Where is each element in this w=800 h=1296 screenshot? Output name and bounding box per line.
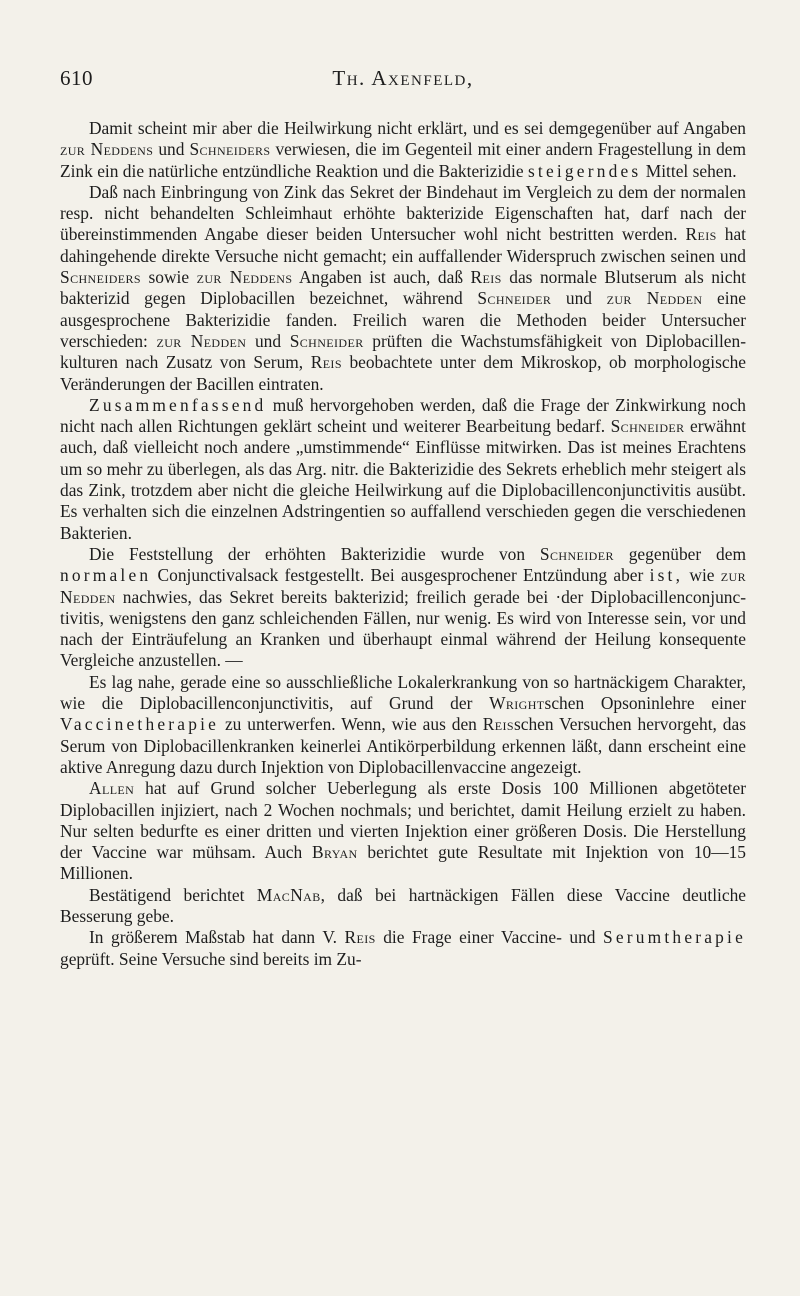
text-run: schen Opsoninlehre einer: [544, 693, 746, 714]
author-name: Reis: [685, 224, 717, 245]
page-number: 610: [60, 66, 93, 90]
running-head: Th. Axenfeld,: [332, 66, 474, 90]
paragraph: [60, 672, 746, 778]
text-run: gegenüber dem: [613, 543, 746, 564]
text-run: zu unterwerfen. Wenn, wie aus den: [219, 714, 483, 735]
text-run: geprüft. Seine Versuche sind bereits im Zu-: [60, 948, 362, 969]
paragraph: [60, 544, 746, 672]
author-name: Bryan: [312, 842, 358, 863]
author-name: Schneider: [477, 288, 552, 309]
author-name: zur Nedden: [606, 288, 703, 309]
text-run: Angaben ist auch, daß: [292, 267, 471, 288]
text-run: , daß bei hartnäckigen Fällen diese Vaccine deutliche Besserung gebe.: [60, 884, 746, 926]
text-run: hat dahingehende direkte Versuche nicht gemacht; ein auffallender Widerspruch zwischen seinen und: [60, 224, 747, 266]
emphasized-text: ist,: [649, 565, 684, 586]
emphasized-text: Serumtherapie: [602, 927, 746, 948]
text-run: Conjunctivalsack festgestellt. Bei ausgesprochener Entzündung aber: [151, 565, 650, 586]
paragraph: [60, 182, 746, 395]
author-name: Schneider: [289, 330, 364, 351]
text-run: eine ausgesprochene Bakterizidie fanden. Freilich waren die Methoden beider Untersucher verschieden:: [60, 288, 747, 351]
emphasized-text: steigerndes: [527, 160, 642, 181]
text-run: erwähnt auch, daß vielleicht noch andere „umstimmende“ Einflüsse mitwirken. Das ist meines Erachtens um so mehr zu überlegen, als das Arg. nitr. die Bakterizidie des Sekrets erheblich mehr steigert als das Zink, trotzdem aber nicht die gleiche Heilwirkung auf die Diplobacillenconjunctivitis ausübt. Es verhalten sich die einzelnen Adstringentien so auffallend verschieden gegen die verschiedenen Bakterien.: [60, 416, 747, 543]
author-name: zur Neddens: [60, 139, 154, 160]
text-run: hat auf Grund solcher Ueberlegung als erste Dosis 100 Millionen abgetöteter Diplobacillen injiziert, nach 2 Wochen nochmals; und berichtet, damit Heilung erzielt zu haben. Nur selten bedurfte es einer dritten und vierten Injektion einer größeren Dosis. Die Herstellung der Vaccine war mühsam. Auch: [60, 778, 746, 863]
text-run: Daß nach Einbringung von Zink das Sekret der Bindehaut im Vergleich zu dem der normalen resp. nicht behandelten Schleimhaut erhöhte bakterizide Eigenschaften hat, darf nach der übereinstimmenden Angabe dieser beiden Untersucher wohl nicht bestritten werden.: [60, 181, 746, 245]
author-name: MacNab: [256, 884, 321, 905]
text-run: beobachtete unter dem Mikroskop, ob morphologische Veränderungen der Bacillen eintraten.: [60, 352, 747, 394]
paragraph: [60, 395, 746, 544]
emphasized-text: Zusammenfassend: [89, 394, 267, 415]
text-run: muß hervorgehoben werden, daß die Frage der Zinkwirkung noch nicht nach allen Richtungen geklärt scheint und weiterer Bearbeitung bedarf.: [60, 394, 746, 437]
author-name: Reis: [482, 714, 514, 735]
emphasized-text: Vaccinetherapie: [60, 714, 220, 735]
author-name: Schneiders: [60, 267, 142, 288]
text-run: In größerem Maßstab hat dann V.: [89, 927, 345, 948]
text-run: schen Versuchen hervorgeht, das Serum von Diplobacillenkranken keinerlei Antikörperbildung erkennen läßt, dann erscheint eine aktive Anregung dazu durch Injektion von Diplobacillenvaccine angezeigt.: [60, 714, 746, 777]
text-run: nachwies, das Sekret bereits bakterizid; freilich gerade bei ·der Diplobacillenconjunctivitis, wenigstens den ganz schleichenden Fällen, nur wenig. Es wird von Interesse sein, vor und nach der Einträufelung an Kranken und überhaupt einmal während der Heilung konsequente Vergleiche anzustellen. —: [60, 586, 746, 671]
text-run: und: [153, 139, 190, 160]
text-run: Die Feststellung der erhöhten Bakterizidie wurde von: [89, 543, 540, 564]
author-name: zur Nedden: [60, 565, 746, 607]
author-name: zur Nedden: [156, 330, 247, 351]
text-run: berichtet gute Resultate mit Injektion von 10—15 Millionen.: [60, 842, 746, 884]
emphasized-text: normalen: [60, 565, 152, 586]
body-text: [60, 118, 746, 970]
text-run: wie: [683, 565, 721, 586]
author-name: Schneider: [610, 416, 685, 437]
author-name: Reis: [470, 267, 502, 288]
text-run: Es lag nahe, gerade eine so ausschließliche Lokalerkrankung von so hartnäckigem Charakter, wie die Diplobacillenconjunctivitis, auf Grund der: [60, 671, 746, 714]
text-run: Damit scheint mir aber die Heilwirkung nicht erklärt, und es sei demgegenüber auf Angaben: [89, 118, 746, 138]
text-run: das normale Blutserum als nicht bakterizid gegen Diplobacillen bezeichnet, während: [60, 267, 746, 309]
paragraph: [60, 885, 746, 928]
author-name: Reis: [310, 352, 342, 373]
text-run: und: [551, 288, 607, 309]
author-name: Wright: [489, 693, 545, 714]
author-name: Reis: [344, 927, 376, 948]
text-run: die Frage einer Vaccine- und: [375, 927, 603, 948]
text-run: verwiesen, die im Gegenteil mit einer andern Fragestellung in dem Zink ein die natürliche entzündliche Reaktion und die Bakterizidie: [60, 139, 747, 181]
text-run: sowie: [141, 267, 197, 288]
author-name: zur Neddens: [196, 267, 293, 288]
author-name: Schneider: [539, 543, 614, 564]
text-run: Bestätigend berichtet: [89, 884, 257, 905]
paragraph: [60, 118, 746, 182]
paragraph: [60, 778, 746, 884]
author-name: Allen: [89, 778, 135, 799]
paragraph: [60, 927, 746, 970]
text-run: prüften die Wachstumsfähigkeit von Diplobacillenkulturen nach Zusatz von Serum,: [60, 330, 747, 373]
page-header: [60, 66, 746, 96]
text-run: Mittel sehen.: [641, 160, 737, 181]
text-run: und: [246, 330, 290, 351]
author-name: Schneiders: [189, 139, 271, 160]
